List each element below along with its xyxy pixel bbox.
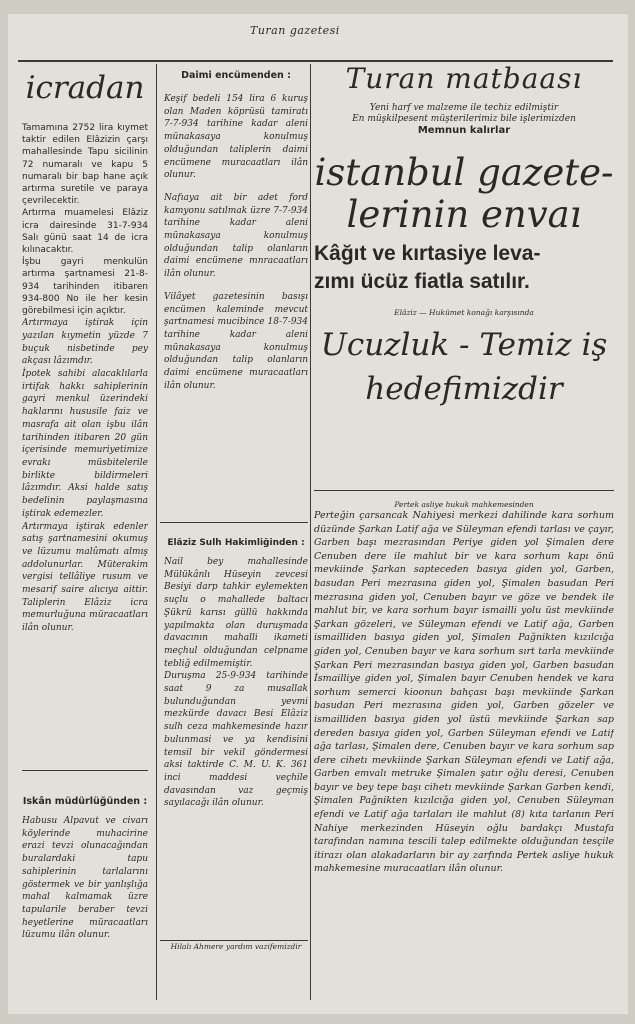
column-divider-right	[310, 64, 311, 1000]
istanbul-line: lerinin envaı	[346, 193, 582, 236]
newspaper-header: Turan gazetesi	[250, 24, 340, 37]
sulh-paragraph: Duruşma 25-9-934 tarihinde saat 9 za musallak bulunduğundan yevmi mezkürde davacı Besi Elâziz sulh ceza mahkemesinde hazır bulunmasi ve ya kendisini temsil bir vekil göndermesi aksi taktirde C. M. U. K. 361 inci maddesi veçhile davasından vaz geçmiş sayılacağı ilân olunur.	[164, 671, 308, 809]
signature-box	[164, 942, 308, 966]
column-divider-left	[156, 64, 157, 1000]
icradan-title: icradan	[25, 70, 145, 106]
sulh-hakimligi-notice	[164, 538, 308, 938]
matbaa-subtitle: En müşkilpesent müşterilerimiz bile işlerimizden	[352, 114, 576, 124]
notice-paragraph: İşbu gayri menkulün artırma şartnamesi 21-8-934 tarihinden itibaren 934-800 No ile her kesin görebilmesi için açıktır.	[22, 257, 148, 317]
matbaa-subtitle: Yeni harf ve malzeme ile techiz edilmiştir	[369, 103, 559, 113]
kagit-line: Kâğıt ve kırtasiye leva-	[314, 242, 541, 265]
iskan-text: Habusu Alpavut ve civarı köylerinde muhacirine erazi tevzi olunacağından buralardaki tapu sahiplerinin tarlalarını göstermek ve bir yanlışlığa mahal kalmamak üzre tapularile beraber tevzi heyetlerine müracaatları lüzumu ilân olunur.	[22, 816, 148, 941]
notice-paragraph: Artırmaya iştirak edenler satış şartnamesini okumuş ve lüzumu malûmatı almış addolunurlar. Müterakim vergisi tellâliye rusum ve mesarif saire alıcıya aittir. Taliplerin Elâziz icra memurluğuna müracaatları ilân olunur.	[22, 521, 148, 634]
notice-paragraph: Tamamına 2752 lira kıymet taktir edilen Elâzizin çarşı mahallesinde Tapu sicilinin 72 numaralı ve kapu 5 numaralı bir bap hane açık artırma suretile ve paraya çevrilecektir.	[22, 123, 148, 207]
notice-paragraph: Artırmaya iştirak için yazılan kıymetin yüzde 7 buçuk nisbetinde pey akçası lâzımdır.	[22, 318, 148, 367]
pertek-court-notice	[314, 500, 614, 990]
encumen-paragraph: Vilâyet gazetesinin basışı encümen kaleminde mevcut şartnamesi mucibince 18-7-934 tarihine kadar aleni münakasaya konulmuş olduğundan talip olanların daimi encümene muracaatları ilân olunur.	[164, 291, 308, 391]
icradan-notice	[22, 68, 148, 758]
divider	[314, 490, 614, 491]
encumen-paragraph: Keşif bedeli 154 lira 6 kuruş olan Maden köprüsü tamiratı 7-7-934 tarihine kadar aleni münakasaya konulmuş olduğundan taliplerin daimi encümene muracaatları ilân olunur.	[164, 94, 308, 181]
sulh-heading: Elâziz Sulh Hakimliğinden :	[167, 538, 305, 548]
notice-paragraph: Artırma muamelesi Elâziz icra dairesinde 31-7-934 Salı günü saat 14 de icra kılınacaktır.	[22, 208, 148, 256]
address-line: Elâziz — Hukümet konağı karşısında	[394, 308, 534, 317]
slogan-line: hedefimizdir	[365, 371, 563, 407]
daimi-encumen-notice	[164, 70, 308, 510]
istanbul-line: istanbul gazete-	[314, 151, 614, 194]
iskan-heading: İskân müdürlüğünden :	[22, 796, 148, 807]
sulh-paragraph: Nail bey mahallesinde Mülükânlı Hüseyin zevcesi Besiyi darp tahkir eylemekten suçlu o mahallede baltacı Şükrü karısı güllü hakkında yapılmakta olan duruşmada davacının mahalli ikameti meçhul olduğundan celpname tebliğ edilmemiştir.	[164, 557, 308, 669]
slogan-line: Ucuzluk - Temiz iş	[320, 327, 608, 363]
court-header: Pertek asliye hukuk mahkemesinden	[394, 500, 534, 509]
daimi-heading: Daimi encümenden :	[181, 70, 291, 81]
divider	[160, 522, 308, 523]
encumen-paragraph: Nafıaya ait bir adet ford kamyonu satılmak üzre 7-7-934 tarihine kadar aleni münakasaya konulmuş olduğundan talip olanların daimi encümene mnracaatları ilân olunur.	[164, 192, 308, 280]
divider	[160, 940, 308, 941]
matbaa-title: Turan matbaası	[345, 62, 583, 95]
court-text: Perteğin çarsancak Nahiyesi merkezi dahilinde kara sorhum düzünde Şarkan Latif ağa ve Süleyman efendi tarlası ve çayır, Garben başı mezrasından Periye giden yol Şimalen dere Cenuben dere ile mahlut bir ve kara sorhum kapı önü mevkiinde Şarkan sapteceden basıya giden yol, Garben, basudan Peri mezrasına giden yol, Şimalen basudan Peri mezrasına giden yol, Cenuben bayır ve göze ve bendek ile mahlut bir, ve kara sorhum bayır ismailli yolu üst mevkiinde Şarkan gözeleri, ve Süleyman efendi ve Latif ağa, Garben ismailliden basıya giden yol, Şimalen Pağnikten kızılcığa giden yol, Cenuben bayır ve kara sorhum sırt tarla mevkiinde Şarkan Peri mezrasından basıya giden yol, Garben basudan İsmailliye giden yol, Şimalen bayır Cenuben hendek ve kara sorhum semerci kioonun bahçası başı mevkiinde Şarkan basudan Peri mezrasına giden yol, Garben gözeler ve ismailliden basıya giden yol üstü mevkiinde Şarkan sap dereden basıya giden yol, Garben Süleyman efendi ve Latif ağa tarlası, Şimalen dere, Cenuben bayır ve kara sorhum sap dere cihetı mevkiinde Şarkan Süleyman efendi ve Latif ağa, Garben emvalı metruke Şimalen şatır oğlu deresi, Cenuben bayır ve bey tepe başı cihetı mevkiinde Şarkan Garben kendi, Şimalen Pağnikten kızılcığa giden yol, Cenuben Süleyman efendi ve Latif ağa tarlaları ile mahlut (8) kıta tarlanın Peri Nahiye merkezinden Hüseyin oğlu bardakçı Mustafa tarafından namına tescili talep edilmekte olduğundan tesçile itirazı olan alakadarların bir ay zarfında Pertek asliye hukuk mahkemesine muracaatları ilân olunur.	[314, 510, 614, 875]
notice-paragraph: İpotek sahibi alacaklılarla irtifak hakkı sahiplerinin gayri menkul üzerindeki haklarını hususile faiz ve masrafa ait olan işbu ilân tarihinden itibaren 20 gün içerisinde memuriyetimize evrakı müsbitelerile birlikte bildirmeleri lâzımdır. Aksi halde satış bedelinin paylaşmasına iştirak edemezler.	[22, 369, 148, 519]
divider	[22, 770, 148, 771]
turan-matbaasi-ad	[314, 62, 614, 482]
kagit-line: zımı ücüz fiatla satılır.	[314, 270, 530, 293]
iskan-notice	[22, 796, 148, 976]
memnun-text: Memnun kalırlar	[417, 125, 511, 136]
signature-text: Hilalı Ahmere yardım vazifemizdir	[170, 942, 302, 951]
